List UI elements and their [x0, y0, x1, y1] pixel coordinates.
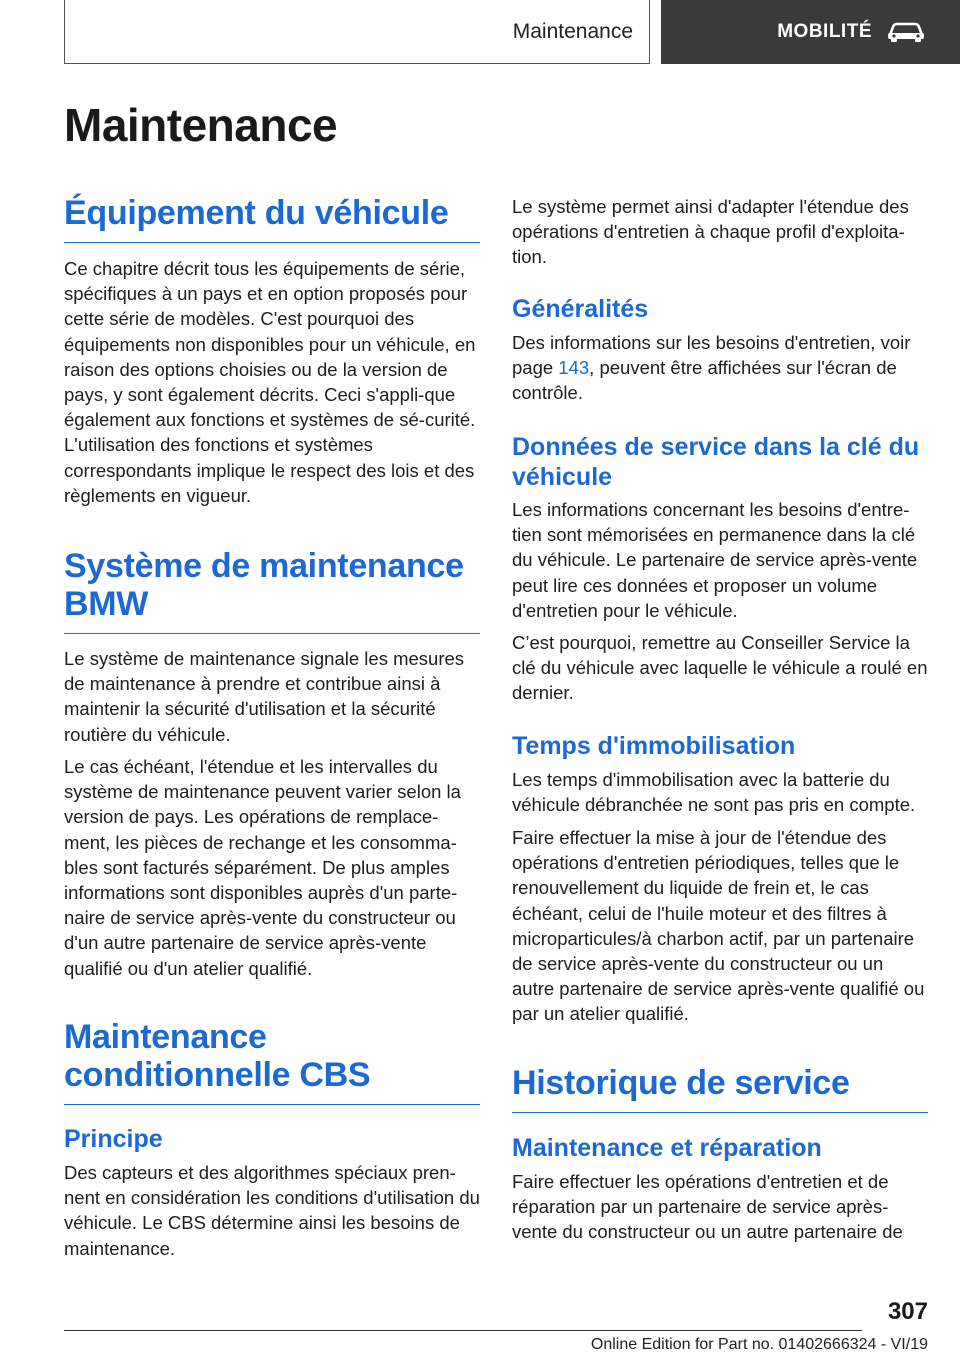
paragraph: Faire effectuer la mise à jour de l'étendue des opérations d'entretien périodiques, telles que le renouvellement du liquide de frein et, le cas échéant, celui de l'huile moteur et des filtres à microparticules/à charbon actif, par un partenaire de service après-vente du constructeur ou un autre partenaire de service après-vente qualifié ou par un atelier qualifié.	[512, 827, 925, 1025]
page-title: Maintenance	[64, 99, 338, 151]
header-chapter-label: MOBILITÉ	[777, 21, 872, 42]
header-section-label: Maintenance	[512, 19, 633, 43]
subsection-title-generalites: Généralités	[512, 295, 649, 323]
text: , peuvent être affichées sur l'écran de contrôle.	[512, 357, 897, 404]
paragraph: Le système permet ainsi d'adapter l'étendue des opérations d'entretien à chaque profil d'exploita‐tion.	[512, 196, 909, 268]
subsection-title-temps-immobilisation: Temps d'immobilisation	[512, 732, 796, 760]
paragraph: C’est pourquoi, remettre au Conseiller Service la clé du véhicule avec laquelle le véhicule a roulé en dernier.	[512, 632, 928, 704]
paragraph	[512, 330, 928, 406]
header-chapter-tab	[661, 0, 960, 64]
section-title-cbs: Maintenance conditionnelle CBS	[64, 1018, 480, 1105]
paragraph: Les informations concernant les besoins d'entre‐tien sont mémorisées en permanence dans la clé du véhicule. Le partenaire de service après-vente peut lire ces données et proposer un volume d'entretien pour le véhicule.	[512, 499, 918, 621]
car-icon	[886, 21, 926, 43]
subsection-title-maintenance-reparation: Maintenance et réparation	[512, 1134, 822, 1162]
paragraph: Ce chapitre décrit tous les équipements de série, spécifiques à un pays et en option proposés pour cette série de modèles. C'est pourquoi des équipements non disponibles pour un véhicule, en raison des options choisies ou de la version de pays, y sont également décrits. Ceci s'appli‐que également aux fonctions et systèmes de sé‐curité. L'utilisation des fonctions et systèmes correspondants implique le respect des lois et des règlements en vigueur.	[64, 258, 476, 506]
paragraph: Les temps d'immobilisation avec la batterie du véhicule débranchée ne sont pas pris en compte.	[512, 769, 916, 816]
section-title-systeme-maintenance: Système de maintenance BMW	[64, 547, 480, 634]
header-section-tab	[64, 0, 650, 64]
footer-divider	[64, 1330, 862, 1331]
paragraph: Le cas échéant, l'étendue et les intervalles du système de maintenance peuvent varier selon la version de pays. Les opérations de remplace‐ment, les pièces de rechange et les consomma‐bles sont facturés séparément. De plus amples informations sont disponibles auprès d'un parte‐naire de service après-vente du constructeur ou d'un autre partenaire de service après-vente qualifié ou d'un atelier qualifié.	[64, 756, 461, 979]
paragraph: Des capteurs et des algorithmes spéciaux pren‐nent en considération les conditions d'utilisation du véhicule. Le CBS détermine ainsi les besoins de maintenance.	[64, 1162, 480, 1259]
subsection-title-principe: Principe	[64, 1125, 163, 1153]
section-title-equipement: Équipement du véhicule	[64, 194, 480, 243]
page-number: 307	[887, 1298, 928, 1325]
subsection-title-donnees-service: Données de service dans la clé du véhicule	[512, 433, 920, 491]
text: Des informations sur les besoins d'entretien, voir page	[512, 332, 911, 379]
paragraph: Faire effectuer les opérations d'entretien et de réparation par un partenaire de service après-vente du constructeur ou un autre partenaire de	[512, 1171, 903, 1243]
section-title-historique-service: Historique de service	[512, 1064, 928, 1113]
paragraph: Le système de maintenance signale les mesures de maintenance à prendre et contribue ainsi à maintenir la sécurité d'utilisation et la sécurité routière du véhicule.	[64, 648, 465, 745]
page-reference-link[interactable]: 143	[558, 357, 590, 379]
footer-edition: Online Edition for Part no. 01402666324 - VI/19	[590, 1336, 928, 1353]
